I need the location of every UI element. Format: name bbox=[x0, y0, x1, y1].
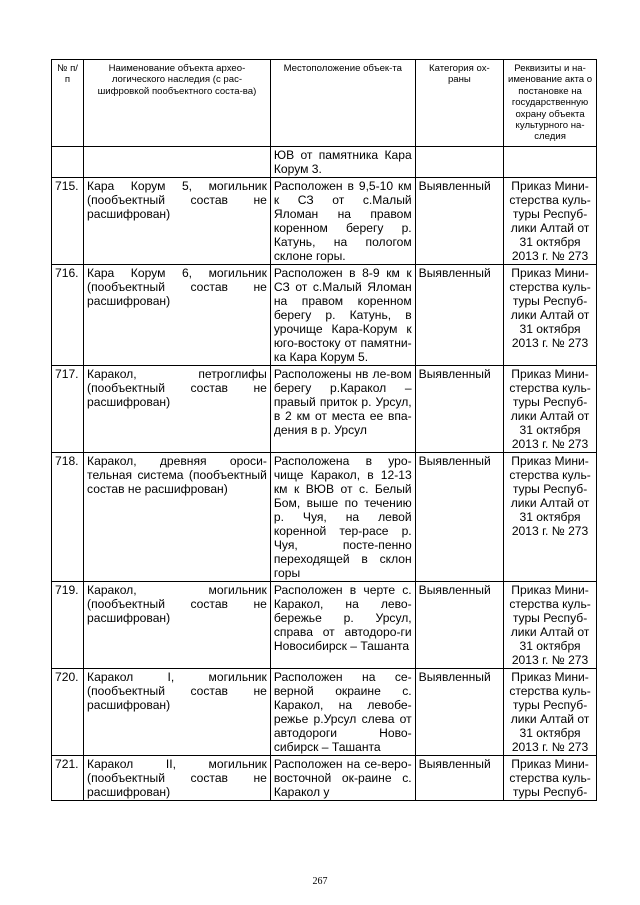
row-category: Выявленный bbox=[415, 755, 503, 800]
continuation-name bbox=[84, 146, 271, 177]
row-category: Выявленный bbox=[415, 264, 503, 365]
row-act: Приказ Мини-стерства куль-туры Респуб-лики Алтай от 31 октября 2013 г. № 273 bbox=[504, 264, 597, 365]
row-number: 716. bbox=[52, 264, 84, 365]
row-number: 717. bbox=[52, 365, 84, 452]
header-category: Категория ох-раны bbox=[415, 60, 503, 147]
row-object-name: Каракол II, могильник (пообъектный состав не расшифрован) bbox=[84, 755, 271, 800]
row-number: 718. bbox=[52, 452, 84, 581]
row-act: Приказ Мини-стерства куль-туры Респуб-лики Алтай от 31 октября 2013 г. № 273 bbox=[504, 452, 597, 581]
continuation-num bbox=[52, 146, 84, 177]
row-category: Выявленный bbox=[415, 452, 503, 581]
row-category: Выявленный bbox=[415, 177, 503, 264]
row-number: 719. bbox=[52, 581, 84, 668]
row-location: Расположен в 8-9 км к СЗ от с.Малый Яломан на правом коренном берегу р. Катунь, в урочище Кара-Корум к юго-востоку от памятни-ка Кара Корум 5. bbox=[270, 264, 415, 365]
row-number: 720. bbox=[52, 668, 84, 755]
continuation-row bbox=[52, 146, 597, 177]
row-object-name: Каракол, древняя ороси-тельная система (пообъектный состав не расшифрован) bbox=[84, 452, 271, 581]
table-row bbox=[52, 668, 597, 755]
row-location: Расположен на се-веро-восточной ок-раине с. Каракол у bbox=[270, 755, 415, 800]
row-object-name: Каракол I, могильник (пообъектный состав не расшифрован) bbox=[84, 668, 271, 755]
row-category: Выявленный bbox=[415, 365, 503, 452]
row-number: 721. bbox=[52, 755, 84, 800]
heritage-register-table bbox=[51, 59, 597, 801]
row-location: Расположен на се-верной окраине с. Каракол, на левобе-режье р.Урсул слева от автодороги Ново-сибирск – Ташанта bbox=[270, 668, 415, 755]
row-object-name: Кара Корум 5, могильник (пообъектный состав не расшифрован) bbox=[84, 177, 271, 264]
row-object-name: Каракол, петроглифы (пообъектный состав не расшифрован) bbox=[84, 365, 271, 452]
table-row bbox=[52, 177, 597, 264]
row-act: Приказ Мини-стерства куль-туры Респуб-лики Алтай от 31 октября 2013 г. № 273 bbox=[504, 581, 597, 668]
row-location: Расположены нв ле-вом берегу р.Каракол – правый приток р. Урсул, в 2 км от места ее впа-дения в р. Урсул bbox=[270, 365, 415, 452]
table-row bbox=[52, 755, 597, 800]
table-row bbox=[52, 264, 597, 365]
header-num: № п/п bbox=[52, 60, 84, 147]
header-act: Реквизиты и на-именование акта о постановке на государственную охрану объекта культурного на-следия bbox=[504, 60, 597, 147]
row-act: Приказ Мини-стерства куль-туры Респуб-лики Алтай от 31 октября 2013 г. № 273 bbox=[504, 177, 597, 264]
row-category: Выявленный bbox=[415, 668, 503, 755]
row-object-name: Каракол, могильник (пообъектный состав не расшифрован) bbox=[84, 581, 271, 668]
continuation-category bbox=[415, 146, 503, 177]
row-act: Приказ Мини-стерства куль-туры Респуб-лики Алтай от 31 октября 2013 г. № 273 bbox=[504, 668, 597, 755]
row-location: Расположена в уро-чище Каракол, в 12-13 км к ВЮВ от с. Белый Бом, выше по течению р. Чуя, на левой коренной тер-расе р. Чуя, посте-пенно переходящей в склон горы bbox=[270, 452, 415, 581]
row-act: Приказ Мини-стерства куль-туры Респуб-лики Алтай от 31 октября 2013 г. № 273 bbox=[504, 365, 597, 452]
header-location: Местоположение объек-та bbox=[270, 60, 415, 147]
table-row bbox=[52, 365, 597, 452]
table-row bbox=[52, 581, 597, 668]
row-object-name: Кара Корум 6, могильник (пообъектный состав не расшифрован) bbox=[84, 264, 271, 365]
row-number: 715. bbox=[52, 177, 84, 264]
row-location: Расположен в 9,5-10 км к СЗ от с.Малый Яломан на правом коренном берегу р. Катунь, на пологом склоне горы. bbox=[270, 177, 415, 264]
row-location: Расположен в черте с. Каракол, на лево-бережье р. Урсул, справа от автодоро-ги Новосибирск – Ташанта bbox=[270, 581, 415, 668]
row-act: Приказ Мини-стерства куль-туры Респуб- bbox=[504, 755, 597, 800]
continuation-act bbox=[504, 146, 597, 177]
continuation-location: ЮВ от памятника Кара Корум 3. bbox=[270, 146, 415, 177]
table-row bbox=[52, 452, 597, 581]
table-header-row bbox=[52, 60, 597, 147]
row-category: Выявленный bbox=[415, 581, 503, 668]
page-number: 267 bbox=[312, 876, 328, 887]
header-name: Наименование объекта архео-логического наследия (с рас-шифровкой пообъектного соста-ва) bbox=[84, 60, 271, 147]
